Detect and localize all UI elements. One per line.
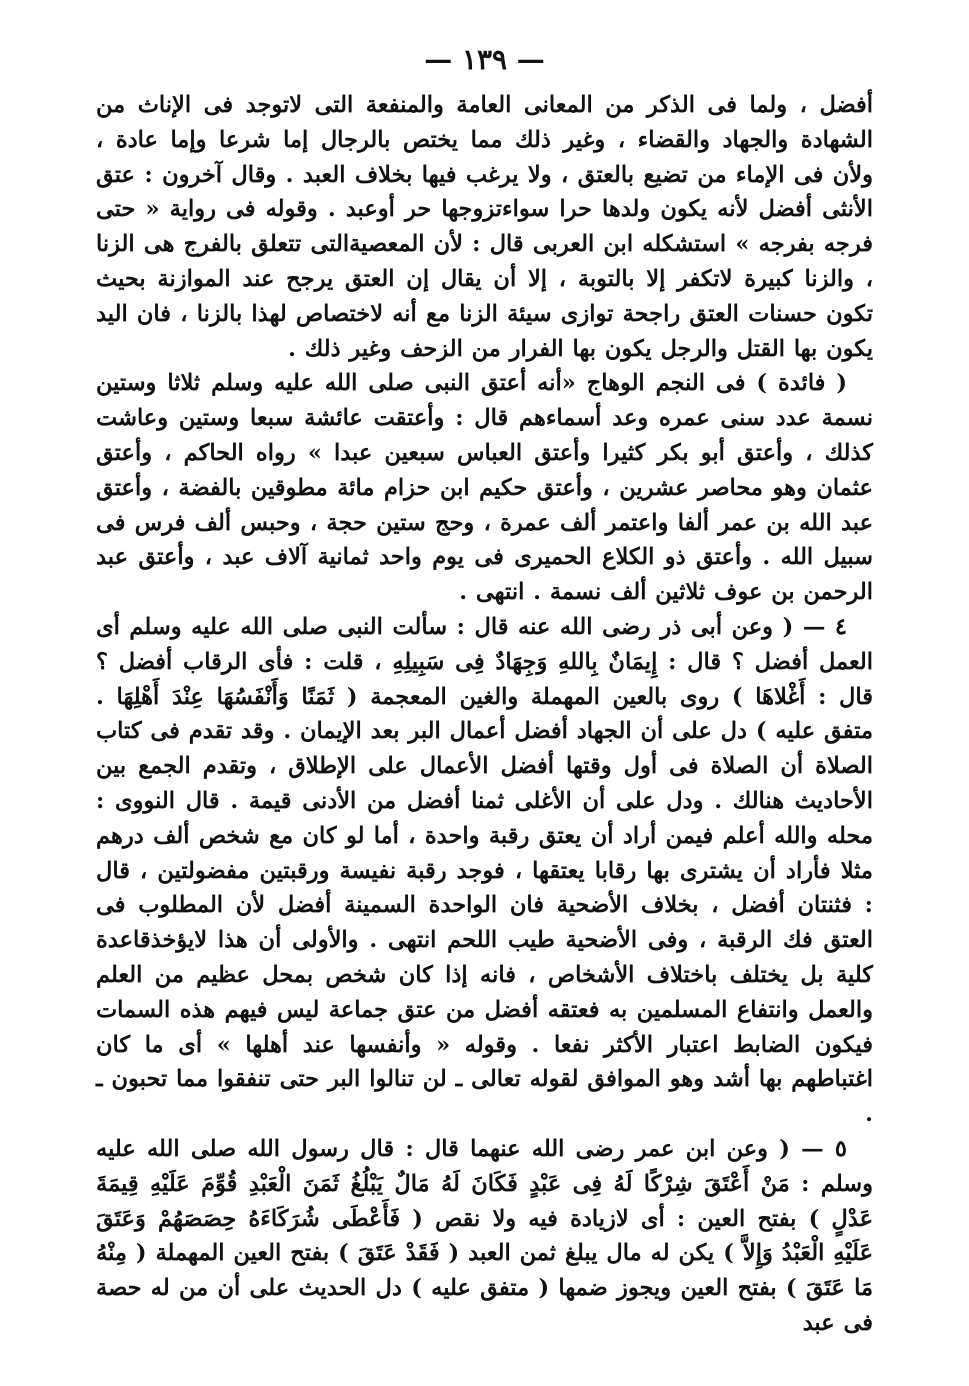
paragraph-virtue-of-freeing: أفضل ، ولما فى الذكر من المعانى العامة والمنفعة التى لاتوجد فى الإناث من الشهادة والجهاد والقضاء ، وغير ذلك مما يختص بالرجال إما شرعا وإما عادة ، ولأن فى الإماء من تضيع بالعتق ، ولا يرغب فيها بخلاف العبد . وقال آخرون : عتق الأنثى أفضل لأنه يكون ولدها حرا سواءتزوجها حر أوعبد . وقوله فى رواية « حتى فرجه بفرجه » استشكله ابن العربى قال : لأن المعصيةالتى تتعلق بالفرج هى الزنا ، والزنا كبيرة لاتكفر إلا بالتوبة ، إلا أن يقال إن العتق يرجح عند الموازنة بحيث تكون حسنات العتق راجحة توازى سيئة الزنا مع أنه لاختصاص لهذا بالزنا ، فان اليد يكون بها القتل والرجل يكون بها الفرار من الزحف وغير ذلك . bbox=[96, 92, 873, 362]
hadith-number: ٥ — bbox=[801, 1135, 847, 1162]
paragraph-benefit-note: ( فائدة ) فى النجم الوهاج «أنه أعتق النبى صلى الله عليه وسلم ثلاثا وستين نسمة عدد سنى عمره وعد أسماءهم قال : وأعتقت عائشة سبعا وستين وعاشت كذلك ، وأعتق أبو بكر كثيرا وأعتق العباس سبعين عبدا » رواه الحاكم ، وأعتق عثمان وهو محاصر عشرين ، وأعتق حكيم ابن حزام مائة مطوقين بالفضة ، وأعتق عبد الله بن عمر ألفا واعتمر ألف عمرة ، وحج ستين حجة ، وحبس ألف فرس فى سبيل الله . وأعتق ذو الكلاع الحميرى فى يوم واحد ثمانية آلاف عبد ، وأعتق عبد الرحمن بن عوف ثلاثين ألف نسمة . انتهى . bbox=[96, 370, 873, 606]
page-number: — ١٣٩ — bbox=[424, 43, 545, 76]
paragraph-hadith-4 bbox=[96, 610, 873, 1132]
paragraph-hadith-5 bbox=[96, 1132, 873, 1341]
hadith-text: ( وعن ابن عمر رضى الله عنهما قال : قال رسول الله صلى الله عليه وسلم : مَنْ أَعْتَقَ شِرْكًا لَهُ فِى عَبْدٍ فَكَانَ لَهُ مَالٌ يَبْلُغُ ثَمَنَ الْعَبْدِ قُوِّمَ عَلَيْهِ قِيمَةَ عَدْلٍ ) بفتح العين : أى لازيادة فيه ولا نقص ( فَأَعْطَى شُرَكَاءَهُ حِصَصَهُمْ وَعَتَقَ عَلَيْهِ الْعَبْدُ وَإِلاَّ ) يكن له مال يبلغ ثمن العبد ( فَقَدْ عَتَقَ ) بفتح العين المهملة ( مِنْهُ مَا عَتَقَ ) بفتح العين ويجوز ضمها ( متفق عليه ) دل الحديث على أن من له حصة فى عبد bbox=[96, 1135, 873, 1336]
hadith-text: ( وعن أبى ذر رضى الله عنه قال : سألت النبى صلى الله عليه وسلم أى العمل أفضل ؟ قال : إِيمَانٌ بِاللهِ وَجِهَادٌ فِى سَبِيلِهِ ، قلت : فأى الرقاب أفضل ؟ قال : أَغْلاهَا ) روى بالعين المهملة والغين المعجمة ( ثَمَنًا وَأَنْفَسُهَا عِنْدَ أَهْلِهَا . متفق عليه ) دل على أن الجهاد أفضل أعمال البر بعد الإيمان . وقد تقدم فى كتاب الصلاة أن الصلاة فى أول وقتها أفضل الأعمال على الإطلاق ، وتقدم الجمع بين الأحاديث هنالك . ودل على أن الأغلى ثمنا أفضل من الأدنى قيمة . قال النووى : محله والله أعلم فيمن أراد أن يعتق رقبة واحدة ، أما لو كان مع شخص ألف درهم مثلا فأراد أن يشترى بها رقابا يعتقها ، فوجد رقبة نفيسة ورقبتين مفضولتين ، قال : فثنتان أفضل ، بخلاف الأضحية فان الواحدة السمينة أفضل لأن المطلوب فى العتق فك الرقبة ، وفى الأضحية طيب اللحم انتهى . والأولى أن هذا لايؤخذقاعدة كلية بل يختلف باختلاف الأشخاص ، فانه إذا كان شخص بمحل عظيم من العلم والعمل وانتفاع المسلمين به فعتقه أفضل من عتق جماعة ليس فيهم هذه السمات فيكون الضابط اعتبار الأكثر نفعا . وقوله « وأنفسها عند أهلها » أى ما كان اغتباطهم بها أشد وهو الموافق لقوله تعالى ـ لن تنالوا البر حتى تنفقوا مما تحبون ـ . bbox=[96, 613, 873, 1128]
hadith-number: ٤ — bbox=[802, 613, 847, 640]
